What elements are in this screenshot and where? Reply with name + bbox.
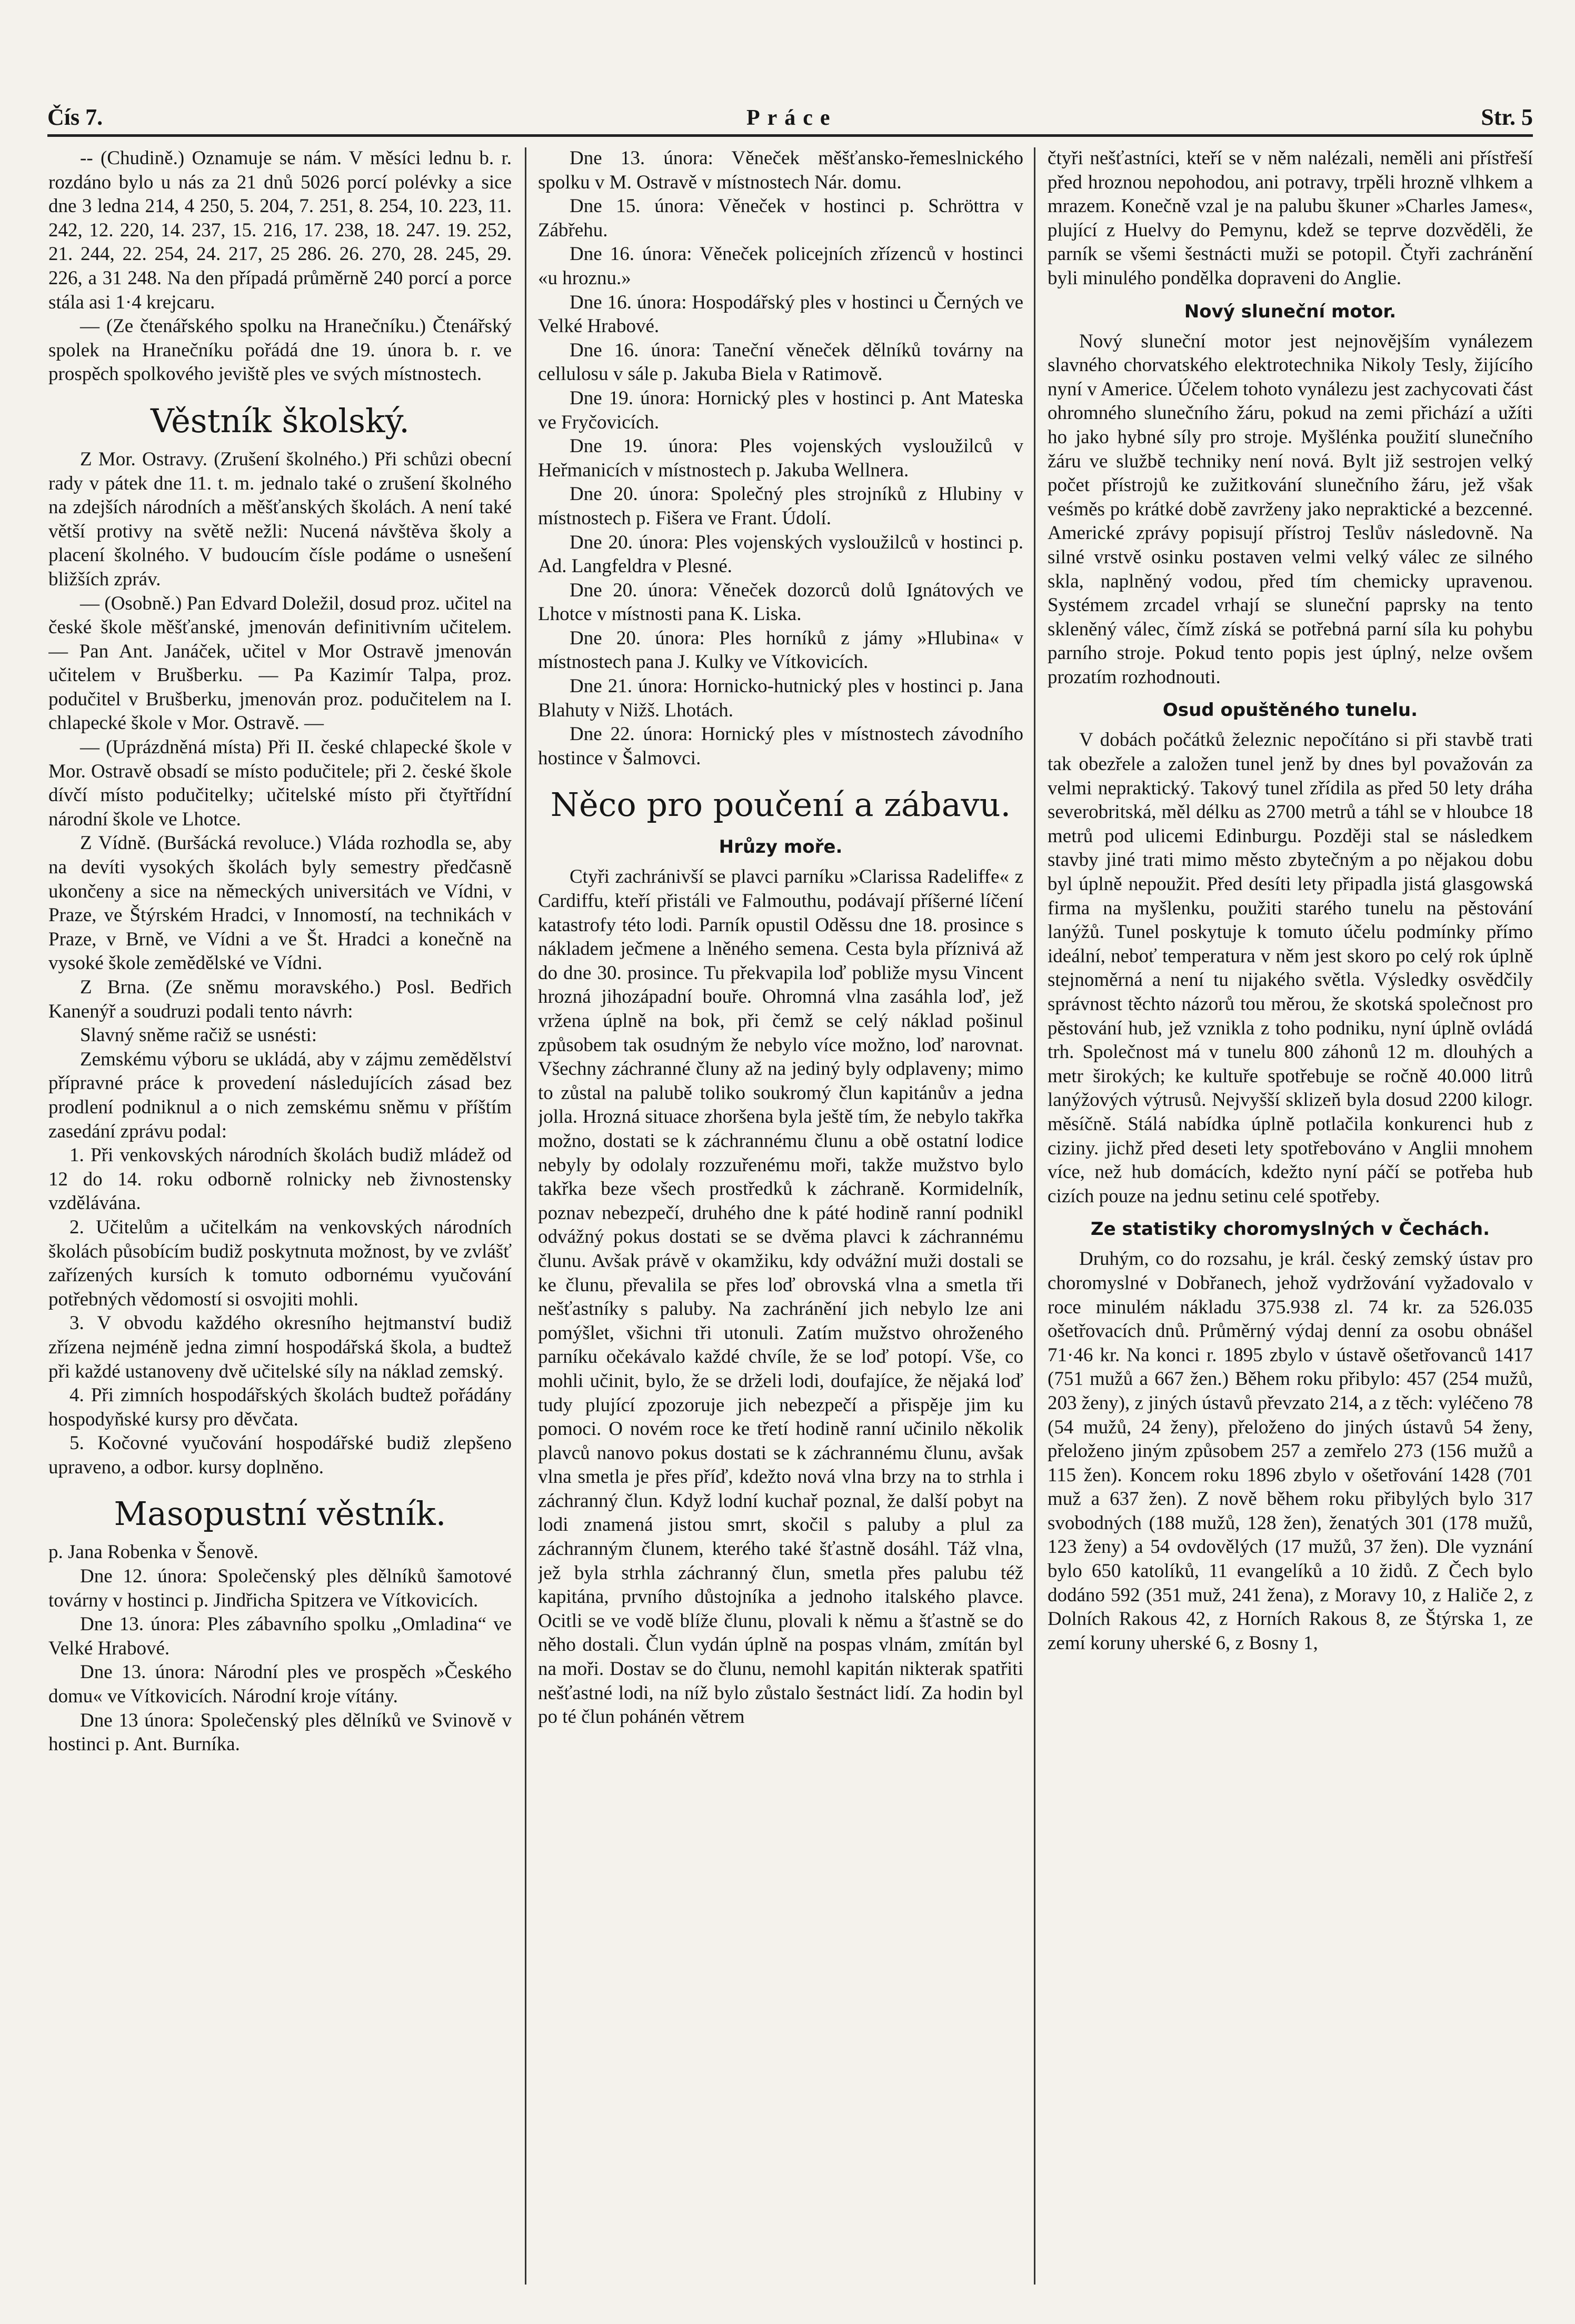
- event-item: Dne 15. února: Věneček v hostinci p. Schröttra v Zábřehu.: [538, 195, 1023, 241]
- column-2: [538, 146, 1023, 2299]
- event-item: p. Jana Robenka v Šenově.: [48, 1541, 258, 1563]
- proposal-list: [48, 1143, 512, 1479]
- event-item: Dne 19. února: Hornický ples v hostinci p. Ant Mateska ve Fryčovicích.: [538, 387, 1023, 433]
- proposal-item: 1. Při venkovských národních školách budiž mládež od 12 do 14. roku odborně rolnicky neb živnostensky vzdělávána.: [48, 1144, 512, 1214]
- article-statistika-body: Druhým, co do rozsahu, je král. český zemský ústav pro choromyslné v Dobřanech, jehož vydržování vyžadovalo v roce minulém nákladu 375.938 zl. 74 kr. za 526.035 ošetřovacích dnů. Průměrný výdaj denní za osobu obnášel 71·46 kr. Na konci r. 1895 zbylo v ústavě ošetřovanců 1417 (751 mužů a 667 žen.) Během roku přibylo: 457 (254 mužů, 203 ženy), z jiných ústavů převzato 214, a z těch: vyléčeno 78 (54 mužů, 24 ženy), přeloženo do jiných ústavů 54 ženy, přeloženo jiným způsobem 257 a zemřelo 273 (156 mužů a 115 žen). Koncem roku 1896 zbylo v ošetřování 1428 (701 muž a 637 žen). Z nově během roku přibylých bylo 317 svobodných (188 mužů, 128 žen), ženatých 301 (178 mužů, 123 ženy) a 54 ovdovělých (17 mužů, 37 žen). Dle vyznání bylo 650 katolíků, 11 evangelíků a 10 židů. Z Čech bylo dodáno 592 (351 muž, 241 žena), z Moravy 10, z Haliče 2, z Dolních Rakous 42, z Horních Rakous 8, ze Štýrska 1, ze zemí koruny uherské 6, z Bosny 1,: [1048, 1248, 1533, 1654]
- section-title-vestnik-skolsky: Věstník školský.: [151, 401, 410, 440]
- event-item: Dne 20. února: Věneček dozorců dolů Ignátových ve Lhotce v místnosti pana K. Liska.: [538, 579, 1023, 625]
- event-item: Dne 20. února: Společný ples strojníků z Hlubiny v místnostech p. Fišera ve Frant. Údolí.: [538, 483, 1023, 529]
- event-item: Dne 16. února: Věneček policejních zřízenců v hostinci «u hroznu.»: [538, 243, 1023, 289]
- article-title-slunecni-motor: Nový sluneční motor.: [1184, 301, 1397, 322]
- event-item: Dne 13 února: Společenský ples dělníků ve Svinově v hostinci p. Ant. Burníka.: [48, 1709, 512, 1756]
- event-item: Dne 20. února: Ples horníků z jámy »Hlubina« v místnostech pana J. Kulky ve Vítkovicích.: [538, 627, 1023, 673]
- event-item: Dne 22. února: Hornický ples v místnostech závodního hostince v Šalmovci.: [538, 723, 1023, 769]
- news-mor-ostrava: Z Mor. Ostravy. (Zrušení školného.) Při schůzi obecní rady v pátek dne 11. t. m. jednalo také o zrušení školného na zdejších národních a měšťanských školách. A není také větší protivy na světě nežli: Nucená návštěva školy a placení školného. V budoucím čísle podáme o usnešení bližších zpráv.: [48, 448, 512, 590]
- article-title-opusteny-tunel: Osud opuštěného tunelu.: [1162, 700, 1418, 721]
- event-item: Dne 16. února: Hospodářský ples v hostinci u Černých ve Velké Hrabové.: [538, 291, 1023, 337]
- event-item: Dne 20. února: Ples vojenských vysloužilců v hostinci p. Ad. Langfeldra v Plesné.: [538, 531, 1023, 577]
- column-3: [1048, 146, 1533, 2299]
- proposal-item: 5. Kočovné vyučování hospodářské budiž zlepšeno upraveno, a odbor. kursy doplněno.: [48, 1432, 512, 1478]
- issue-number: Čís 7.: [47, 104, 103, 130]
- event-item: Dne 21. února: Hornicko-hutnický ples v hostinci p. Jana Blahuty v Nižš. Lhotách.: [538, 675, 1023, 721]
- article-hruzy-more-continued: čtyři nešťastníci, kteří se v něm nalézali, neměli ani přístřeší před hroznou nepohodou, ani potravy, trpěli hrozně vlhkem a mrazem. Konečně vzal je na palubu škuner »Charles James«, plující z Huelvy do Pemynu, kdež se teprve dozvěděli, že parník se všemi šestnácti muži se potopil. Čtyři zachránění byli minulého pondělka dopraveni do Anglie.: [1048, 147, 1533, 289]
- header-rule: [47, 134, 1533, 137]
- event-item: Dne 13. února: Věneček měšťansko-řemeslnického spolku v M. Ostravě v místnostech Nár. domu.: [538, 147, 1023, 193]
- article-opusteny-tunel-body: V dobách počátků železnic nepočítáno si při stavbě trati tak obezřele a založen tunel jenž by dnes byl považován za velmi nepraktický. Takový tunel zřídila as před 50 lety dráha severobritská, měl délku as 2700 metrů a táhl se v hloubce 18 metrů pod ulicemi Edinburgu. Později stal se následkem stavby jiné trati mimo město zbytečným a po nějakou dobu byl úplně nepoužit. Před desíti lety připadla jistá glasgowská firma na myšlenku, použiti starého tunelu na pěstování lanýžů. Tunel poskytuje k tomuto účelu podmínky přímo ideální, neboť temperatura v něm jest skoro po celý rok úplně stejnoměrná a není tu nijakého světla. Výsledky osvědčily správnost těchto názorů tou měrou, že skotská společnost pro pěstování hub, jež vznikla z toho podniku, nyní úplně ovládá trh. Společnost má v tunelu 800 záhonů 12 m. dlouhých a metr širokých; ke kultuře spotřebuje se ročně 40.000 litrů lanýžových výtrusů. Nejvyšší sklizeň byla dosud 2200 kilogr. měsíčně. Stálá nabídka úplně potlačila konkurenci hub z ciziny. jichž před deseti lety spotřebováno v Anglii mnohem více, než hub domácích, kdežto nyní páčí se potřeba hub cizích pouze na jednu setinu celé spotřeby.: [1048, 729, 1533, 1207]
- proposal-item: 4. Při zimních hospodářských školách budtež pořádány hospodyňské kursy pro děvčata.: [48, 1384, 512, 1430]
- article-title-statistika: Ze statistiky choromyslných v Čechách.: [1090, 1219, 1490, 1240]
- news-osobne: — (Osobně.) Pan Edvard Doležil, dosud proz. učitel na české škole měšťanské, jmenován definitivním učitelem. — Pan Ant. Janáček, učitel v Mor Ostravě jmenován učitelem v Brušberku. — Pa Kazimír Talpa, proz. podučitel v Brušberku, jmenován proz. podučitelem na I. chlapecké škole v Mor. Ostravě. —: [48, 592, 512, 734]
- page-number: Str. 5: [1481, 104, 1533, 130]
- article-title-hruzy-more: Hrůzy moře.: [719, 836, 843, 858]
- column-divider-2: [1034, 147, 1035, 2285]
- event-item: Dne 19. února: Ples vojenských vysloužilců v Heřmanicích v místnostech p. Jakuba Wellnera.: [538, 435, 1023, 481]
- news-uprazdnena-mista: — (Uprázdněná místa) Při II. české chlapecké škole v Mor. Ostravě obsadí se místo podučitele; při 2. české škole dívčí místo podučitelky; učitelské místo při čtyřtřídní národní škole ve Lhotce.: [48, 736, 512, 830]
- section-title-neco-pro-pouceni: Něco pro poučení a zábavu.: [550, 785, 1011, 824]
- page-header: [47, 94, 1533, 131]
- event-item: Dne 12. února: Společenský ples dělníků šamotové továrny v hostinci p. Jindřicha Spitzera ve Vítkovicích.: [48, 1565, 512, 1611]
- article-hruzy-more-body: Ctyři zachránivší se plavci parníku »Clarissa Radeliffe« z Cardiffu, kteří přistáli ve Falmouthu, podávají příšerné líčení katastrofy této lodi. Parník opustil Oděssu dne 18. prosince s nákladem ječmene a lněného semena. Cesta byla příznivá až do dne 30. prosince. Tu překvapila loď pobliže mysu Vincent hrozná jihozápadní bouře. Ohromná vlna zasáhla loď, jež vržena úplně na bok, při čemž se celý náklad pošinul způsobem tak osudným že nebylo více možno, loď narovnat. Všechny záchranné čluny až na jediný byly odplaveny; mimo to zůstal na palubě toliko soukromý člun kapitánův a jedna jolla. Hrozná situace zhoršena byla ještě tím, že nebylo takřka možno, dostati se k záchrannému člunu a obě ostatní lodice nebyly by odolaly rozzuřenému moři, takže mužstvo bylo takřka beze všech prostředků k záchraně. Kormidelník, poznav nebezpečí, druhého dne k páté hodině ranní podnikl odvážný pokus dostati se se dvěma plavci k záchrannému člunu. Avšak právě v okamžiku, kdy odvážní muži dostali se ke člunu, převalila se přes loď obrovská vlna a smetla tři nešťastníky s paluby. Na zachránění jich nebylo lze ani pomýšlet, všichni tři utonuli. Zatím mužstvo ohroženého parníku očekávalo každé chvíle, že se loď potopí. Vše, co mohli učinit, bylo, že se drželi lodi, doufajíce, že nějaká loď tudy plující zpozoruje jich nebezpečí a přispěje jim ku pomoci. O novém roce ke třetí hodině ranní učinilo několik plavců nanovo pokus dostati se k záchrannému člunu, avšak vlna smetla je přes příď, kdežto nová vlna brzy na to strhla i záchranný člun. Když lodní kuchař poznal, že další pobyt na lodi znamená jistou smrt, skočil s paluby a plul za záchranným člunem, kterého také šťastně dosáhl. Táž vlna, jež byla strhla záchranný člun, smetla přes palubu též kapitána, prvního důstojníka a jednoho italského plavce. Ocitli se ve vodě blíže člunu, plovali k němu a šťastně se do něho dostali. Člun vydán úplně na pospas vlnám, zmítán byl na moři. Dostav se do člunu, nemohl kapitán nikterak spatřiti nešťastné lodi, na níž bylo zůstalo šestnáct lidí. Za hodin byl po té člun pohánén větrem: [538, 866, 1023, 1728]
- event-item: Dne 13. února: Národní ples ve prospěch »Českého domu« ve Vítkovicích. Národní kroje vítány.: [48, 1661, 512, 1708]
- section-title-masopustni-vestnik: Masopustní věstník.: [114, 1494, 446, 1533]
- news-chudine: -- (Chudině.) Oznamuje se nám. V měsíci lednu b. r. rozdáno bylo u nás za 21 dnů 5026 porcí polévky a sice dne 3 ledna 214, 4 250, 5. 204, 7. 251, 8. 254, 10. 223, 11. 242, 12. 220, 14. 237, 15. 216, 17. 238, 18. 247. 19. 252, 21. 244, 22. 254, 24. 217, 25 286. 26. 270, 28. 245, 29. 226, a 31 248. Na den případá průměrně 240 porcí a porce stála asi 1·4 krejcaru.: [48, 147, 512, 313]
- event-item: Dne 16. února: Taneční věneček dělníků továrny na cellulosu v sále p. Jakuba Biela v Ratimově.: [538, 339, 1023, 385]
- news-z-vidne: Z Vídně. (Buršácká revoluce.) Vláda rozhodla se, aby na devíti vysokých školách byly semestry předčasně ukončeny a sice na německých universitách ve Vídni, v Praze, ve Štýrském Hradci, v Innomostí, na technikách v Praze, v Brně, ve Vídni a ve Št. Hradci a konečně na vysoké škole zemědělské ve Vídni.: [48, 832, 512, 974]
- newspaper-title: Práce: [746, 106, 838, 130]
- column-1: [48, 146, 512, 2299]
- event-item: Dne 13. února: Ples zábavního spolku „Omladina“ ve Velké Hrabové.: [48, 1613, 512, 1659]
- article-slunecni-motor-body: Nový sluneční motor jest nejnovějším vynálezem slavného chorvatského elektrotechnika Nikoly Tesly, žijícího nyní v Americe. Účelem tohoto vynálezu jest zachycovati část ohromného slunečního žáru, pokud na zemi přichází a užíti ho jako hybné síly pro stroje. Myšlénka použití slunečního žáru ve službě techniky není nová. Bylt již sestrojen velký počet přístrojů ke zužitkování slunečního žáru, jež však veśměs po krátké době zavrženy jako nepraktické a bezcenné. Americké zprávy popisují přístroj Teslův následovně. Na silné vrstvě osinku postaven velmi velký válec ze silného skla, naplněný vodou, před tím chemicky upravenou. Systémem zrcadel vrhají se sluneční paprsky na tento skleněný válec, čímž získá se potřebná parní síla ku pohybu parního stroje. Pokud tento popis jest úplný, nelze ovšem prozatím rozhodnouti.: [1048, 330, 1533, 688]
- column-divider-1: [525, 147, 526, 2285]
- news-z-brna: Z Brna. (Ze sněmu moravského.) Posl. Bedřich Kanenýř a soudruzi podali tento návrh:: [48, 976, 512, 1022]
- proposal-item: 3. V obvodu každého okresního hejtmanství budiž zřízena nejméně jedna zimní hospodářská škola, a budtež při každé ustanoveny dvě učitelské síly na náklad zemský.: [48, 1312, 512, 1382]
- proposal-item: 2. Učitelům a učitelkám na venkovských národních školách působícím budiž poskytnuta možnost, by ve zvlášť zařízených kursích k tomuto odbornému vyučování potřebných vědomostí si osvojiti mohli.: [48, 1216, 512, 1310]
- proposal-intro: Slavný sněme račiž se usnésti:: [80, 1024, 317, 1046]
- proposal-text: Zemskému výboru se ukládá, aby v zájmu zemědělství přípravné práce k provedení následujících zásad bez prodlení podniknul a o nich zemskému sněmu v příštím zasedání zprávu podal:: [48, 1048, 512, 1142]
- news-ctenarsky-spolek: — (Ze čtenářského spolku na Hranečníku.) Čtenářský spolek na Hranečníku pořádá dne 19. února b. r. ve prospěch spolkového jeviště ples ve svých místnostech.: [48, 315, 512, 385]
